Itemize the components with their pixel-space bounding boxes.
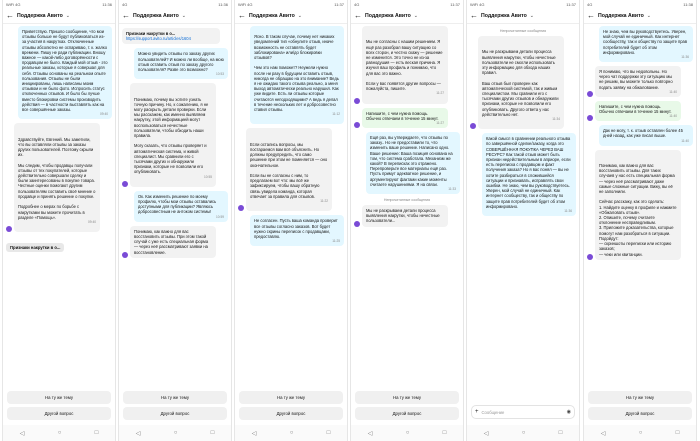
status-time: 11:37: [450, 2, 460, 7]
user-message: [366, 132, 460, 194]
nav-home-icon[interactable]: ○: [521, 430, 526, 436]
message-list[interactable]: [3, 24, 115, 375]
message-text: Не согласен. Пусть ваша команда проверит все отзывы согласно заказов. Вот будет нужно скрины переписок с продавцами, предоставлю.: [254, 218, 338, 239]
message-time: 11:12: [332, 112, 340, 117]
article-title: Признаки накрутки в о...: [126, 31, 176, 36]
help-article-card[interactable]: [122, 28, 220, 44]
chevron-down-icon[interactable]: ⌄: [413, 13, 418, 19]
same-topic-button[interactable]: На ту же тему: [7, 391, 111, 404]
chat-header: [584, 9, 696, 24]
message-text: Мы не раскрываем детали процесса выявления накрутки, чтобы нечестные пользователи не смогли использовать эту информацию для обхода наших правил. Ваш отзыв был проверен как автоматической системой, так и живым специалистом. Мы сравнили его с тысячами других отзывов и обнаружили признаки, которые не позволили его опубликовать. Другого ответа у нас действительно нет.: [482, 49, 559, 117]
message-list[interactable]: [351, 24, 463, 375]
back-arrow-icon[interactable]: ←: [354, 11, 362, 20]
message-time: 11:25: [332, 239, 340, 244]
user-message: [134, 48, 228, 79]
chevron-down-icon[interactable]: ⌄: [181, 13, 186, 19]
system-nav-bar: [3, 425, 115, 441]
status-icons: 4G: [354, 2, 360, 7]
chat-title[interactable]: Поддержка Авито: [598, 13, 644, 19]
same-topic-button[interactable]: На ту же тему: [123, 391, 227, 404]
message-input[interactable]: Сообщение: [481, 409, 505, 415]
phone-screen-2: [118, 0, 232, 441]
support-message: [362, 108, 448, 128]
nav-recents-icon[interactable]: □: [675, 430, 680, 436]
support-message: [362, 205, 448, 227]
chat-header: [119, 9, 231, 24]
nav-back-icon[interactable]: ◁: [19, 430, 25, 437]
chat-header: [3, 9, 115, 24]
nav-recents-icon[interactable]: □: [94, 430, 99, 436]
message-text: Ок. Как изменить решение по моему профилю, чтобы мои отзывы оставались доступными для публикации? Являюсь добросовестным не антоком системы!: [138, 193, 217, 215]
quick-replies: [235, 391, 347, 423]
message-text: Дак не могу, т. к. отзыв оставлен более 45 дней назад, как уже писал выше.: [603, 128, 683, 139]
nav-home-icon[interactable]: ○: [405, 430, 410, 436]
message-list[interactable]: [467, 24, 579, 395]
chat-header: [467, 9, 579, 24]
chevron-down-icon[interactable]: ⌄: [65, 13, 70, 19]
status-time: 11:36: [102, 2, 112, 7]
message-time: 11:27: [436, 91, 444, 96]
back-arrow-icon[interactable]: ←: [122, 11, 130, 20]
message-time: 11:40: [669, 89, 677, 94]
support-message: [595, 101, 681, 121]
same-topic-button[interactable]: На ту же тему: [588, 391, 692, 404]
user-message: [134, 191, 228, 222]
message-time: 11:34: [552, 117, 560, 122]
message-text: Не знаю, чем вы руководствуетесь. Уверен, мой случай не единичный. Как интернет сообществу, так и обществу по защите прав потребителей будет об этом информировано.: [603, 29, 688, 55]
phone-screen-5: [466, 0, 580, 441]
status-icons: WiFi 4G: [238, 2, 253, 7]
chat-title[interactable]: Поддержка Авито: [133, 13, 179, 19]
back-arrow-icon[interactable]: ←: [238, 11, 246, 20]
message-time: 09:40: [100, 112, 108, 117]
nav-back-icon[interactable]: ◁: [600, 430, 606, 437]
support-message: [246, 128, 332, 211]
other-question-button[interactable]: Другой вопрос: [239, 407, 343, 420]
other-question-button[interactable]: Другой вопрос: [588, 407, 692, 420]
status-time: 11:36: [218, 2, 228, 7]
nav-recents-icon[interactable]: □: [442, 430, 447, 436]
quick-replies: [351, 391, 463, 423]
message-time: 11:27: [436, 121, 444, 126]
message-text: Какой смысл в сравнении реального отзыва по завершённой сделке/заказу, когда это СОВЕРШЁННАЯ ПОКУПКА ЧЕРЕЗ ВАШ РЕСУРС? Как такой отзыв может быть признан недействительным в априоре, если есть переписка с продавцом и факт получения заказа? Но я вас понял — вы не хотите разбираться в сложившейся ситуации и признавать, исправлять свои ошибки. Не знаю, чем вы руководствуетесь. Уверен, мой случай не единичный. Как интернет сообществу, так и обществу по защите прав потребителей будет об этом информировано.: [486, 136, 571, 209]
support-message: [130, 226, 216, 258]
chat-title[interactable]: Поддержка Авито: [481, 13, 527, 19]
other-question-button[interactable]: Другой вопрос: [123, 407, 227, 420]
support-message: [595, 66, 681, 97]
status-icons: WiFi 4G: [470, 2, 485, 7]
message-text: Напишите, с чем нужна помощь. Обычно отвечаем в течение 15 минут.: [599, 103, 672, 115]
unread-divider: Непрочитанные сообщения: [499, 29, 547, 33]
quick-replies: [119, 391, 231, 423]
support-avatar: [238, 205, 244, 211]
chevron-down-icon[interactable]: ⌄: [646, 13, 651, 19]
system-nav-bar: [584, 425, 696, 441]
chevron-down-icon[interactable]: ⌄: [297, 13, 302, 19]
system-nav-bar: [235, 425, 347, 441]
message-text: Понимаю, как важно для вас восстановить отзывы. При этом такой случай с уже есть специальная форма — через неё рассматривают заявки на восстановление.: [134, 228, 209, 255]
nav-recents-icon[interactable]: □: [326, 430, 331, 436]
same-topic-button[interactable]: На ту же тему: [239, 391, 343, 404]
support-avatar: [587, 91, 593, 97]
phone-screen-1: [2, 0, 116, 441]
status-bar: [467, 0, 579, 9]
chevron-down-icon[interactable]: ⌄: [529, 13, 534, 19]
nav-back-icon[interactable]: ◁: [135, 430, 141, 437]
chat-header: [235, 9, 347, 24]
composer: [467, 405, 579, 419]
message-text: Приветствую. Пришло сообщение, что мои отзывы больше не будут публиковаться из-за участия в накрутках. Отключенные отзывы абсолютно не оспариваю, т. к. жалко времени. Пишу не ради публикации. Вношу важное — какой-либо договорённости с продавцом не было. Каждый мой отзыв - это реальные заказы, которые я совершал для себя. Отзывы основаны на реальном опыте пользования. Отзывы не были инициированы, лишь написаны моим отзывом и не было фото. Испросить статус отключенных отзывов. И было бы лучше вместо блокировки системы производить действия — в частности выставлять как на все совершённые заказы.: [22, 29, 108, 113]
support-avatar: [122, 252, 128, 258]
message-time: 10:53: [216, 72, 224, 77]
message-text: Напишите, с чем нужна помощь. Обычно отвечаем в течение 15 минут.: [366, 110, 439, 121]
message-time: 11:36: [564, 209, 572, 214]
message-text: Если остались вопросы, мы постараемся вам всё объяснить. Но должны предупредить, что само решение при этом не поменяется — оно окончательное. Если вы не согласны с ним, то предлагаем вот что: мы всё же зафиксируем, чтобы вашу обратную связь увидела команда, которая отвечает за правила для отзывов.: [250, 141, 328, 199]
support-avatar: [354, 98, 360, 104]
support-avatar: [587, 254, 593, 260]
message-time: 10:59: [216, 214, 224, 219]
message-time: 11:33: [448, 187, 456, 192]
message-text: Можно увидеть отзывы по заказу других пользователей? И можно ли вообще, на мою отзыв оставить отзыв по заказу другого пользователя? Разве это возможно?: [138, 51, 224, 73]
status-icons: 4G: [122, 2, 128, 7]
camera-icon[interactable]: ◉: [566, 409, 571, 415]
support-message: [362, 26, 448, 104]
nav-recents-icon[interactable]: □: [210, 430, 215, 436]
status-time: 11:37: [334, 2, 344, 7]
system-nav-bar: [351, 425, 463, 441]
nav-back-icon[interactable]: ◁: [251, 430, 257, 437]
status-time: 11:38: [683, 2, 693, 7]
help-article-card[interactable]: Признаки накрутки в о...: [6, 243, 64, 252]
nav-home-icon[interactable]: ○: [289, 430, 294, 436]
status-bar: [235, 0, 347, 9]
support-message: [595, 150, 681, 260]
message-text: Мы не раскрываем детали процесса выявления накрутки, чтобы нечестные пользователи...: [366, 208, 440, 224]
message-input-bar[interactable]: [471, 405, 575, 419]
phone-screen-4: [350, 0, 464, 441]
status-time: 11:37: [566, 2, 576, 7]
user-message: [482, 133, 576, 216]
unread-divider: Непрочитанные сообщения: [383, 198, 431, 203]
chat-title[interactable]: Поддержка Авито: [365, 13, 411, 19]
system-nav-bar: [467, 425, 579, 441]
nav-back-icon[interactable]: ◁: [367, 430, 373, 437]
other-question-button[interactable]: Другой вопрос: [355, 407, 459, 420]
support-avatar: [587, 115, 593, 121]
user-message: [18, 26, 112, 119]
message-time: 11:36: [681, 55, 689, 60]
phone-screen-3: [234, 0, 348, 441]
back-arrow-icon[interactable]: ←: [6, 11, 14, 20]
nav-home-icon[interactable]: ○: [173, 430, 178, 436]
support-avatar: [6, 226, 12, 232]
quick-replies: [3, 391, 115, 423]
message-text: Понимаю, как важно для вас восстановить отзывы. Для таких случаев у нас есть специальная форма — через неё рассматривают даже самые сложные ситуации. Вижу, вы её не заполнили. Сейчас расскажу, как это сделать: 1. Найдите оценку в профиле и нажмите «Обжаловать отзыв». 2. Опишите, почему считаете отклонение несправедливым. 3. Приложите доказательства, которые помогут нам разобраться в ситуации. Подойдут: — скриншоты переписки или историю заказов; — чеки или квитанции.: [599, 163, 677, 257]
phone-screen-6: [583, 0, 697, 441]
message-list[interactable]: [584, 24, 696, 375]
message-time: 11:22: [320, 199, 328, 204]
other-question-button[interactable]: Другой вопрос: [7, 407, 111, 420]
status-icons: WiFi 4G: [6, 2, 21, 7]
nav-home-icon[interactable]: ○: [638, 430, 643, 436]
chat-header: [351, 9, 463, 24]
back-arrow-icon[interactable]: ←: [587, 11, 595, 20]
message-text: Здравствуйте, Евгений. Мы заметили, что вы оставляли отзывы за заказы других пользователей. Поэтому скрыли их. Мы следим, чтобы продавцы получали отзывы от тех покупателей, которые действительно совершали сделку и были заинтересованы в покупке товара. Честные оценки помогают другим пользователям составить своё мнение о продавце и принять решение о покупке. Подробнее о мерах по борьбе с накрутками вы можете прочитать в разделе «Помощь».: [18, 136, 96, 220]
back-arrow-icon[interactable]: ←: [470, 11, 478, 20]
user-message: [599, 26, 693, 62]
support-avatar: [354, 122, 360, 128]
status-bar: [351, 0, 463, 9]
user-message: [250, 215, 344, 246]
support-avatar: [470, 123, 476, 129]
user-message: [599, 125, 693, 145]
message-text: Я понимаю, что вы недовольны. Но через чат поддержки эту ситуацию мы не решим, вы можете только повторно подать заявку на обжалование.: [599, 69, 673, 90]
status-bar: [119, 0, 231, 9]
message-list[interactable]: [235, 24, 347, 375]
status-bar: [3, 0, 115, 9]
message-text: Ещё раз, вы утверждаете, что отзывы по заказу.. Но не предоставили то, что изменить ваше решение. Написано одно. Ваше решение: Ваша позиция основана на том, что система сработала. Механизм же какой? В переписках это отражено. Перепроверьте все материалы ещё раз. Пусть примут адекватное решение, и аргументируют фактами какие моменты считаете нарушениями. Я на связи.: [370, 135, 453, 187]
nav-home-icon[interactable]: ○: [57, 430, 62, 436]
message-list[interactable]: [119, 24, 231, 375]
message-time: 11:40: [681, 138, 689, 143]
message-time: 09:40: [88, 219, 96, 224]
support-message: [130, 83, 216, 187]
chat-title[interactable]: Поддержка Авито: [249, 13, 295, 19]
quick-replies: [584, 391, 696, 423]
same-topic-button[interactable]: На ту же тему: [355, 391, 459, 404]
message-time: 11:40: [669, 114, 677, 119]
message-text: Понимаю, почему вы хотите узнать точную причину. Но, к сожалению, я не могу раскрыть детали проверки. Если мы расскажем, как именно выявляем накрутку, этой информацией могут воспользоваться нечестные пользователи, чтобы обходить наши правила. Могу сказать, что отзывы проверяет и автоматическая система, и живой специалист. Мы сравнили его с тысячами других и обнаружили признаки, которые не позволили его опубликовать.: [134, 96, 209, 175]
support-message: [14, 123, 100, 232]
status-bar: [584, 0, 696, 9]
nav-recents-icon[interactable]: □: [558, 430, 563, 436]
message-time: 10:55: [204, 174, 212, 179]
support-avatar: [122, 181, 128, 187]
user-message: [250, 26, 344, 124]
message-text: Мы не согласны с нашим решением. Я ещё раз разобрал вашу ситуацию со всех сторон, и честно скажу — решение не изменится. Это точно не из-за равнодушия — есть веская причина. Я изучил ваш профиль и понимаю, что для вас это важно. Если у вас появятся другие вопросы — пожалуйста, пишите.: [366, 39, 443, 92]
attach-plus-icon[interactable]: +: [475, 408, 479, 415]
article-link[interactable]: https://support.avito.ru/articles/1604: [126, 36, 191, 42]
status-icons: 4G: [587, 2, 593, 7]
nav-back-icon[interactable]: ◁: [483, 430, 489, 437]
chat-title[interactable]: Поддержка Авито: [17, 13, 63, 19]
message-text: Ясно. В таком случае, почему нет никаких уведомлений тип «обнулите отзыв, иначе возможность не оставлять будет заблокирована» или/до блокировки отзывов? Чем это нам поможет? Неужели нужно после ни разу в будущем оставить отзыв, никогда не обращаю на это внимание? Ведь я не ожидаю такого отзыва реально, а меня выход автоматически реально нарушил. Как уже видите. Есть ли отзывы которые считаются неподходящими? А ведь я делал в течение нескольких лет и добросовестно ставил отзывы.: [254, 34, 339, 113]
system-nav-bar: [119, 425, 231, 441]
support-message: [478, 36, 564, 129]
support-avatar: [354, 221, 360, 227]
